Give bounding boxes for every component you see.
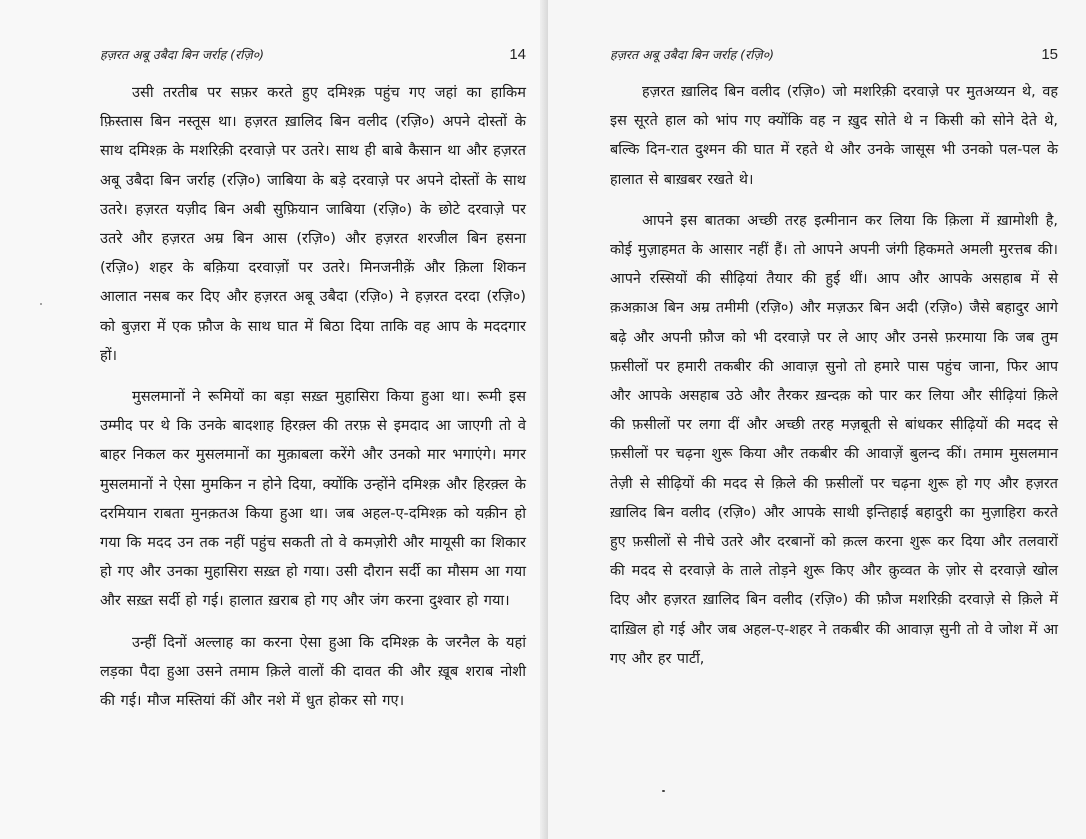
scan-speck bbox=[662, 790, 665, 792]
running-title: हज़रत अबू उबैदा बिन जर्राह (रज़ि०) bbox=[610, 47, 775, 62]
paragraph: आपने इस बातका अच्छी तरह इत्मीनान कर लिया कि क़िला में ख़ामोशी है, कोई मुज़ाहमत के आसार नहीं हैं। तो आपने अपनी जंगी हिकमते अमली मुरत्तब की। आपने रस्सियों की सीढ़ियां तैयार की हुई थीं। आप और आपके असहाब में से क़अक़ाअ बिन अम्र तमीमी (रज़ि०) और मज़ऊर बिन अदी (रज़ि०) जैसे बहादुर आगे बढ़े और अपनी फ़ौज को भी दरवाज़े पर ले आए और उनसे फ़रमाया कि जब तुम फ़सीलों पर हमारी तकबीर की आवाज़ सुनो तो हमारे पास पहुंच जाना, फिर आप और आपके असहाब उठे और तैरकर ख़न्दक़ को पार कर लिया और सीढ़ियां क़िले की फ़सीलों पर लगा दीं और अच्छी तरह मज़बूती से बांधकर सीढ़ियों की मदद से फ़सीलों पर चढ़ना शुरू किया और तकबीर की आवाज़ें बुलन्द कीं। तमाम मुसलमान तेज़ी से सीढ़ियों की मदद से क़िले की फ़सीलों पर चढ़ना शुरू हो गए और हज़रत ख़ालिद बिन वलीद (रज़ि०) और आपके साथी इन्तिहाई बहादुरी का मुज़ाहिरा करते हुए फ़सीलों से नीचे उतरे और दरबानों को क़त्ल करना शुरू कर दिया और तलवारों की मदद से दरवाज़े के ताले तोड़ने शुरू किए और क़ुव्वत के ज़ोर से दरवाज़े खोल दिए और हज़रत ख़ालिद बिन वलीद (रज़ि०) की फ़ौज मशरिक़ी दरवाज़े से क़िले में दाख़िल हो गई और जब अहल-ए-शहर ने तकबीर की आवाज़ सुनी तो वे जोश में आ गए और हर पार्टी, bbox=[610, 212, 1058, 667]
page-number: 14 bbox=[509, 46, 526, 63]
scan-speck bbox=[40, 303, 42, 305]
running-title: हज़रत अबू उबैदा बिन जर्राह (रज़ि०) bbox=[100, 47, 265, 62]
paragraph: उसी तरतीब पर सफ़र करते हुए दमिश्क़ पहुंच गए जहां का हाकिम फ़िस्तास बिन नस्तूस था। हज़रत ख़ालिद बिन वलीद (रज़ि०) अपने दोस्तों के साथ दमिश्क़ के मशरिक़ी दरवाज़े पर उतरे। साथ ही बाबे कैसान था और हज़रत अबू उबैदा बिन जर्राह (रज़ि०) जाबिया के बड़े दरवाज़े पर अपने दोस्तों के साथ उतरे। हज़रत यज़ीद बिन अबी सुफ़ियान जाबिया (रज़ि०) के छोटे दरवाज़े पर उतरे और हज़रत अम्र बिन आस (रज़ि०) और हज़रत शरजील बिन हसना (रज़ि०) शहर के बक़िया दरवाज़ों पर उतरे। मिनजनीक़ें और क़िला शिकन आलात नसब कर दिए और हज़रत अबू उबैदा (रज़ि०) ने हज़रत दरदा (रज़ि०) को बुज़रा में एक फ़ौज के साथ घात में बिठा दिया ताकि वह आप के मददगार हों। bbox=[100, 84, 526, 364]
right-page bbox=[548, 0, 1086, 839]
running-header bbox=[610, 46, 1058, 72]
paragraph: उन्हीं दिनों अल्लाह का करना ऐसा हुआ कि दमिश्क़ के जरनैल के यहां लड़का पैदा हुआ उसने तमाम क़िले वालों की दावत की और ख़ूब शराब नोशी की गई। मौज मस्तियां कीं और नशे में धुत होकर सो गए। bbox=[100, 633, 526, 710]
paragraph: हज़रत ख़ालिद बिन वलीद (रज़ि०) जो मशरिक़ी दरवाज़े पर मुतअय्यन थे, वह इस सूरते हाल को भांप गए क्योंकि वह न ख़ुद सोते थे न किसी को सोने देते थे, बल्कि दिन-रात दुश्मन की घात में रहते थे और उनके जासूस भी उनको पल-पल के हालात से बाख़बर रखते थे। bbox=[610, 84, 1058, 188]
running-header bbox=[100, 46, 526, 72]
paragraph: मुसलमानों ने रूमियों का बड़ा सख़्त मुहासिरा किया हुआ था। रूमी इस उम्मीद पर थे कि उनके बादशाह हिरक़्ल की तरफ़ से इमदाद आ जाएगी तो वे बाहर निकल कर मुसलमानों का मुक़ाबला करेंगे और उनको मार भगाएंगे। मगर मुसलमानों ने ऐसा मुमकिन न होने दिया, क्योंकि उन्होंने दमिश्क़ और हिरक़्ल के दरमियान राबता मुनक़तअ किया हुआ था। जब अहल-ए-दमिश्क़ को यक़ीन हो गया कि मदद उन तक नहीं पहुंच सकती तो वे कमज़ोरी और मायूसी का शिकार हो गए और उनका मुहासिरा सख़्त हो गया। उसी दौरान सर्दी का मौसम आ गया और सख़्त सर्दी हो गई। हालात ख़राब हो गए और जंग करना दुश्वार हो गया। bbox=[100, 388, 526, 610]
page-number: 15 bbox=[1041, 46, 1058, 63]
